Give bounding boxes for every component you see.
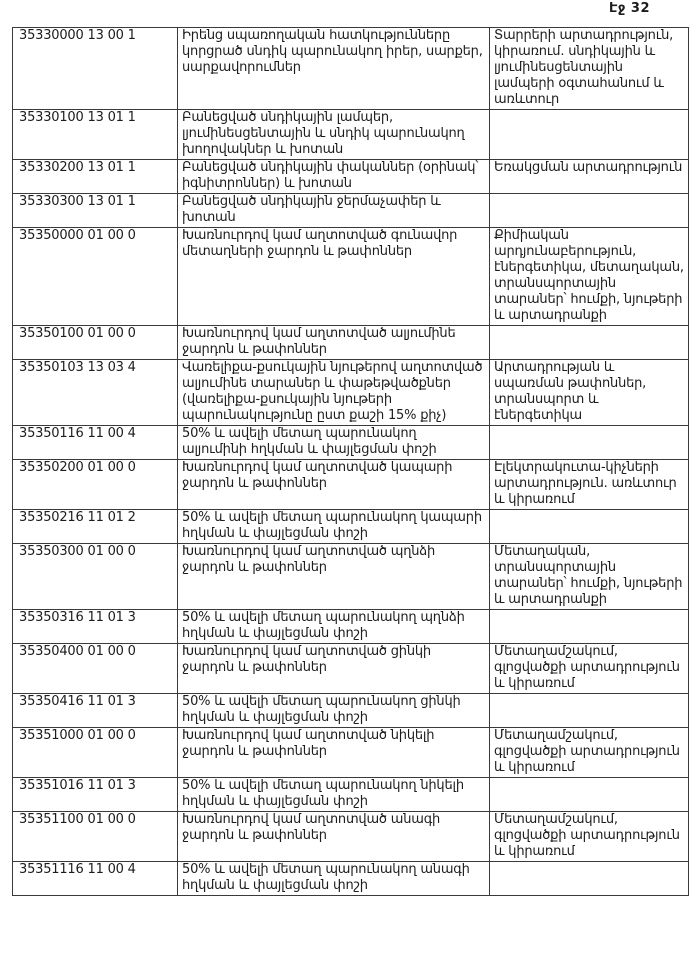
industry-cell — [490, 610, 689, 644]
description-cell: 50% և ավելի մետաղ պարունակող պղնձի հղկման և փայլեցման փոշի — [178, 610, 490, 644]
code-cell: 35330100 13 01 1 — [13, 110, 178, 160]
industry-cell — [490, 426, 689, 460]
table-row — [13, 194, 689, 228]
industry-cell: Եռակցման արտադրություն — [490, 160, 689, 194]
description-cell: 50% և ավելի մետաղ պարունակող ալյումինի հղկման և փայլեցման փոշի — [178, 426, 490, 460]
table-row — [13, 160, 689, 194]
description-cell: 50% և ավելի մետաղ պարունակող կապարի հղկման և փայլեցման փոշի — [178, 510, 490, 544]
code-cell: 35351116 11 00 4 — [13, 862, 178, 896]
industry-cell: Մետաղական, տրանսպորտային տարաներ՝ հումքի, նյութերի և արտադրանքի — [490, 544, 689, 610]
industry-cell — [490, 510, 689, 544]
industry-cell: Արտադրության և սպառման թափոններ, տրանսպորտ և էներգետիկա — [490, 360, 689, 426]
description-cell: Խառնուրդով կամ աղտոտված գունավոր մետաղների ջարդոն և թափոններ — [178, 228, 490, 326]
description-cell: 50% և ավելի մետաղ պարունակող նիկելի հղկման և փայլեցման փոշի — [178, 778, 490, 812]
code-cell: 35330300 13 01 1 — [13, 194, 178, 228]
code-cell: 35350400 01 00 0 — [13, 644, 178, 694]
industry-cell: Մետաղամշակում, գլոցվածքի արտադրություն և կիրառում — [490, 812, 689, 862]
table-row — [13, 778, 689, 812]
industry-cell — [490, 326, 689, 360]
table-row — [13, 610, 689, 644]
table-row — [13, 510, 689, 544]
industry-cell — [490, 778, 689, 812]
description-cell: 50% և ավելի մետաղ պարունակող ցինկի հղկման և փայլեցման փոշի — [178, 694, 490, 728]
table-row — [13, 694, 689, 728]
industry-cell — [490, 862, 689, 896]
code-cell: 35350316 11 01 3 — [13, 610, 178, 644]
industry-cell — [490, 194, 689, 228]
code-cell: 35351016 11 01 3 — [13, 778, 178, 812]
table-row — [13, 544, 689, 610]
code-cell: 35351000 01 00 0 — [13, 728, 178, 778]
industry-cell — [490, 694, 689, 728]
description-cell: Խառնուրդով կամ աղտոտված նիկելի ջարդոն և թափոններ — [178, 728, 490, 778]
table-row — [13, 228, 689, 326]
description-cell: Բանեցված սնդիկային փականներ (օրինակ՝ իգնիտրոններ) և խոտան — [178, 160, 490, 194]
code-cell: 35350103 13 03 4 — [13, 360, 178, 426]
page-number-label: Էջ 32 — [608, 1, 650, 16]
table-row — [13, 812, 689, 862]
waste-table-body — [13, 28, 689, 896]
description-cell: Խառնուրդով կամ աղտոտված կապարի ջարդոն և թափոններ — [178, 460, 490, 510]
code-cell: 35350300 01 00 0 — [13, 544, 178, 610]
industry-cell: Տարրերի արտադրություն, կիրառում. սնդիկային և լյումինեսցենտային լամպերի օգտահանում և առևտուր — [490, 28, 689, 110]
industry-cell: Քիմիական արդյունաբերություն, էներգետիկա, մետաղական, տրանսպորտային տարաներ՝ հումքի, նյութերի և արտադրանքի — [490, 228, 689, 326]
table-row — [13, 728, 689, 778]
table-row — [13, 460, 689, 510]
description-cell: Բանեցված սնդիկային ջերմաչափեր և խոտան — [178, 194, 490, 228]
industry-cell: Մետաղամշակում, գլոցվածքի արտադրություն և կիրառում — [490, 728, 689, 778]
description-cell: Խառնուրդով կամ աղտոտված ցինկի ջարդոն և թափոններ — [178, 644, 490, 694]
code-cell: 35330000 13 00 1 — [13, 28, 178, 110]
description-cell: Բանեցված սնդիկային լամպեր, լյումինեսցենտային և սնդիկ պարունակող խողովակներ և խոտան — [178, 110, 490, 160]
description-cell: Խառնուրդով կամ աղտոտված անագի ջարդոն և թափոններ — [178, 812, 490, 862]
description-cell: 50% և ավելի մետաղ պարունակող անագի հղկման և փայլեցման փոշի — [178, 862, 490, 896]
code-cell: 35351100 01 00 0 — [13, 812, 178, 862]
industry-cell — [490, 110, 689, 160]
table-row — [13, 426, 689, 460]
table-row — [13, 644, 689, 694]
description-cell: Վառելիքա-քսուկային նյութերով աղտոտված ալյումինե տարաներ և փաթեթվածքներ (վառելիքա-քսուկային նյութերի պարունակությունը ըստ քաշի 15% քիչ) — [178, 360, 490, 426]
table-row — [13, 28, 689, 110]
industry-cell: Մետաղամշակում, գլոցվածքի արտադրություն և կիրառում — [490, 644, 689, 694]
code-cell: 35350116 11 00 4 — [13, 426, 178, 460]
table-row — [13, 360, 689, 426]
code-cell: 35350216 11 01 2 — [13, 510, 178, 544]
table-row — [13, 862, 689, 896]
code-cell: 35330200 13 01 1 — [13, 160, 178, 194]
description-cell: Խառնուրդով կամ աղտոտված ալյումինե ջարդոն և թափոններ — [178, 326, 490, 360]
code-cell: 35350100 01 00 0 — [13, 326, 178, 360]
table-row — [13, 326, 689, 360]
code-cell: 35350000 01 00 0 — [13, 228, 178, 326]
table-row — [13, 110, 689, 160]
code-cell: 35350200 01 00 0 — [13, 460, 178, 510]
code-cell: 35350416 11 01 3 — [13, 694, 178, 728]
description-cell: Խառնուրդով կամ աղտոտված պղնձի ջարդոն և թափոններ — [178, 544, 490, 610]
waste-classification-table — [12, 27, 689, 896]
industry-cell: Էլեկտրակուտա-կիչների արտադրություն. առևտուր և կիրառում — [490, 460, 689, 510]
description-cell: Իրենց սպառողական հատկությունները կորցրած սնդիկ պարունակող իրեր, սարքեր, սարքավորումներ — [178, 28, 490, 110]
